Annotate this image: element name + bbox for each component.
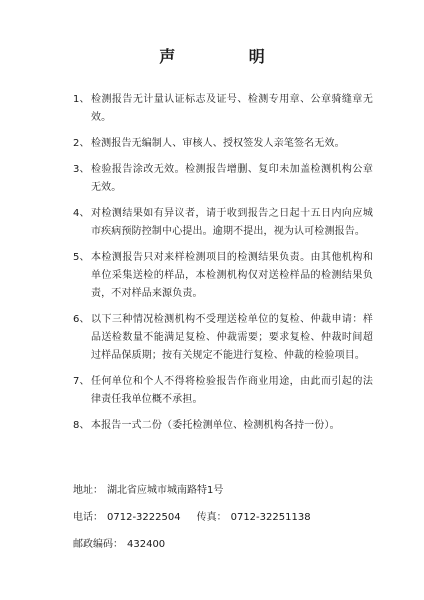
address-value: 湖北省应城市城南路特1号 [107,485,224,496]
declaration-item-4 [73,205,373,241]
item-text: 检验报告涂改无效。检测报告增删、复印未加盖检测机构公章无效。 [91,164,373,193]
item-text: 检测报告无计量认证标志及证号、检测专用章、公章骑缝章无效。 [91,94,373,123]
item-number: 1、 [73,94,90,105]
item-text: 对检测结果如有异议者，请于收到报告之日起十五日内向应城市疾病预防控制中心提出。逾期不提出，视为认可检测报告。 [91,208,373,237]
declaration-item-3 [73,161,373,197]
phone-label: 电话： [73,512,103,523]
address-line [73,482,311,499]
item-text: 以下三种情况检测机构不受理送检单位的复检、仲裁申请：样品送检数量不能满足复检、仲裁需要；要求复检、仲裁时间超过样品保质期；按有关规定不能进行复检、仲裁的检验项目。 [91,314,373,361]
fax-label: 传真： [196,512,227,523]
item-number: 3、 [73,164,90,175]
item-number: 8、 [73,420,90,431]
item-text: 本报告一式二份（委托检测单位、检测机构各持一份）。 [91,420,340,431]
declaration-item-5 [73,249,373,303]
item-text: 任何单位和个人不得将检验报告作商业用途，由此而引起的法律责任我单位概不承担。 [91,376,373,405]
page-title: 声 明 [159,47,299,66]
item-text: 本检测报告只对来样检测项目的检测结果负责。由其他机构和单位采集送检的样品，本检测机构仅对送检样品的检测结果负责，不对样品来源负责。 [91,252,373,299]
item-number: 4、 [73,208,90,219]
declaration-item-7 [73,373,373,409]
item-number: 7、 [73,376,90,387]
address-label: 地址： [73,485,103,496]
declaration-item-6 [73,311,373,365]
phone-value: 0712-3222504 [107,512,181,523]
contact-info [73,482,311,563]
item-text: 检测报告无编制人、审核人、授权签发人亲笔签名无效。 [91,138,345,149]
postcode-label: 邮政编码： [73,539,123,550]
item-number: 6、 [73,314,90,325]
postcode-value: 432400 [127,539,166,550]
postcode-line [73,536,311,553]
phone-fax-line [73,509,311,526]
declaration-list [73,91,373,443]
item-number: 5、 [73,252,90,263]
fax-value: 0712-32251138 [230,512,311,523]
declaration-item-2 [73,135,373,153]
item-number: 2、 [73,138,90,149]
declaration-item-8 [73,417,373,435]
declaration-item-1 [73,91,373,127]
